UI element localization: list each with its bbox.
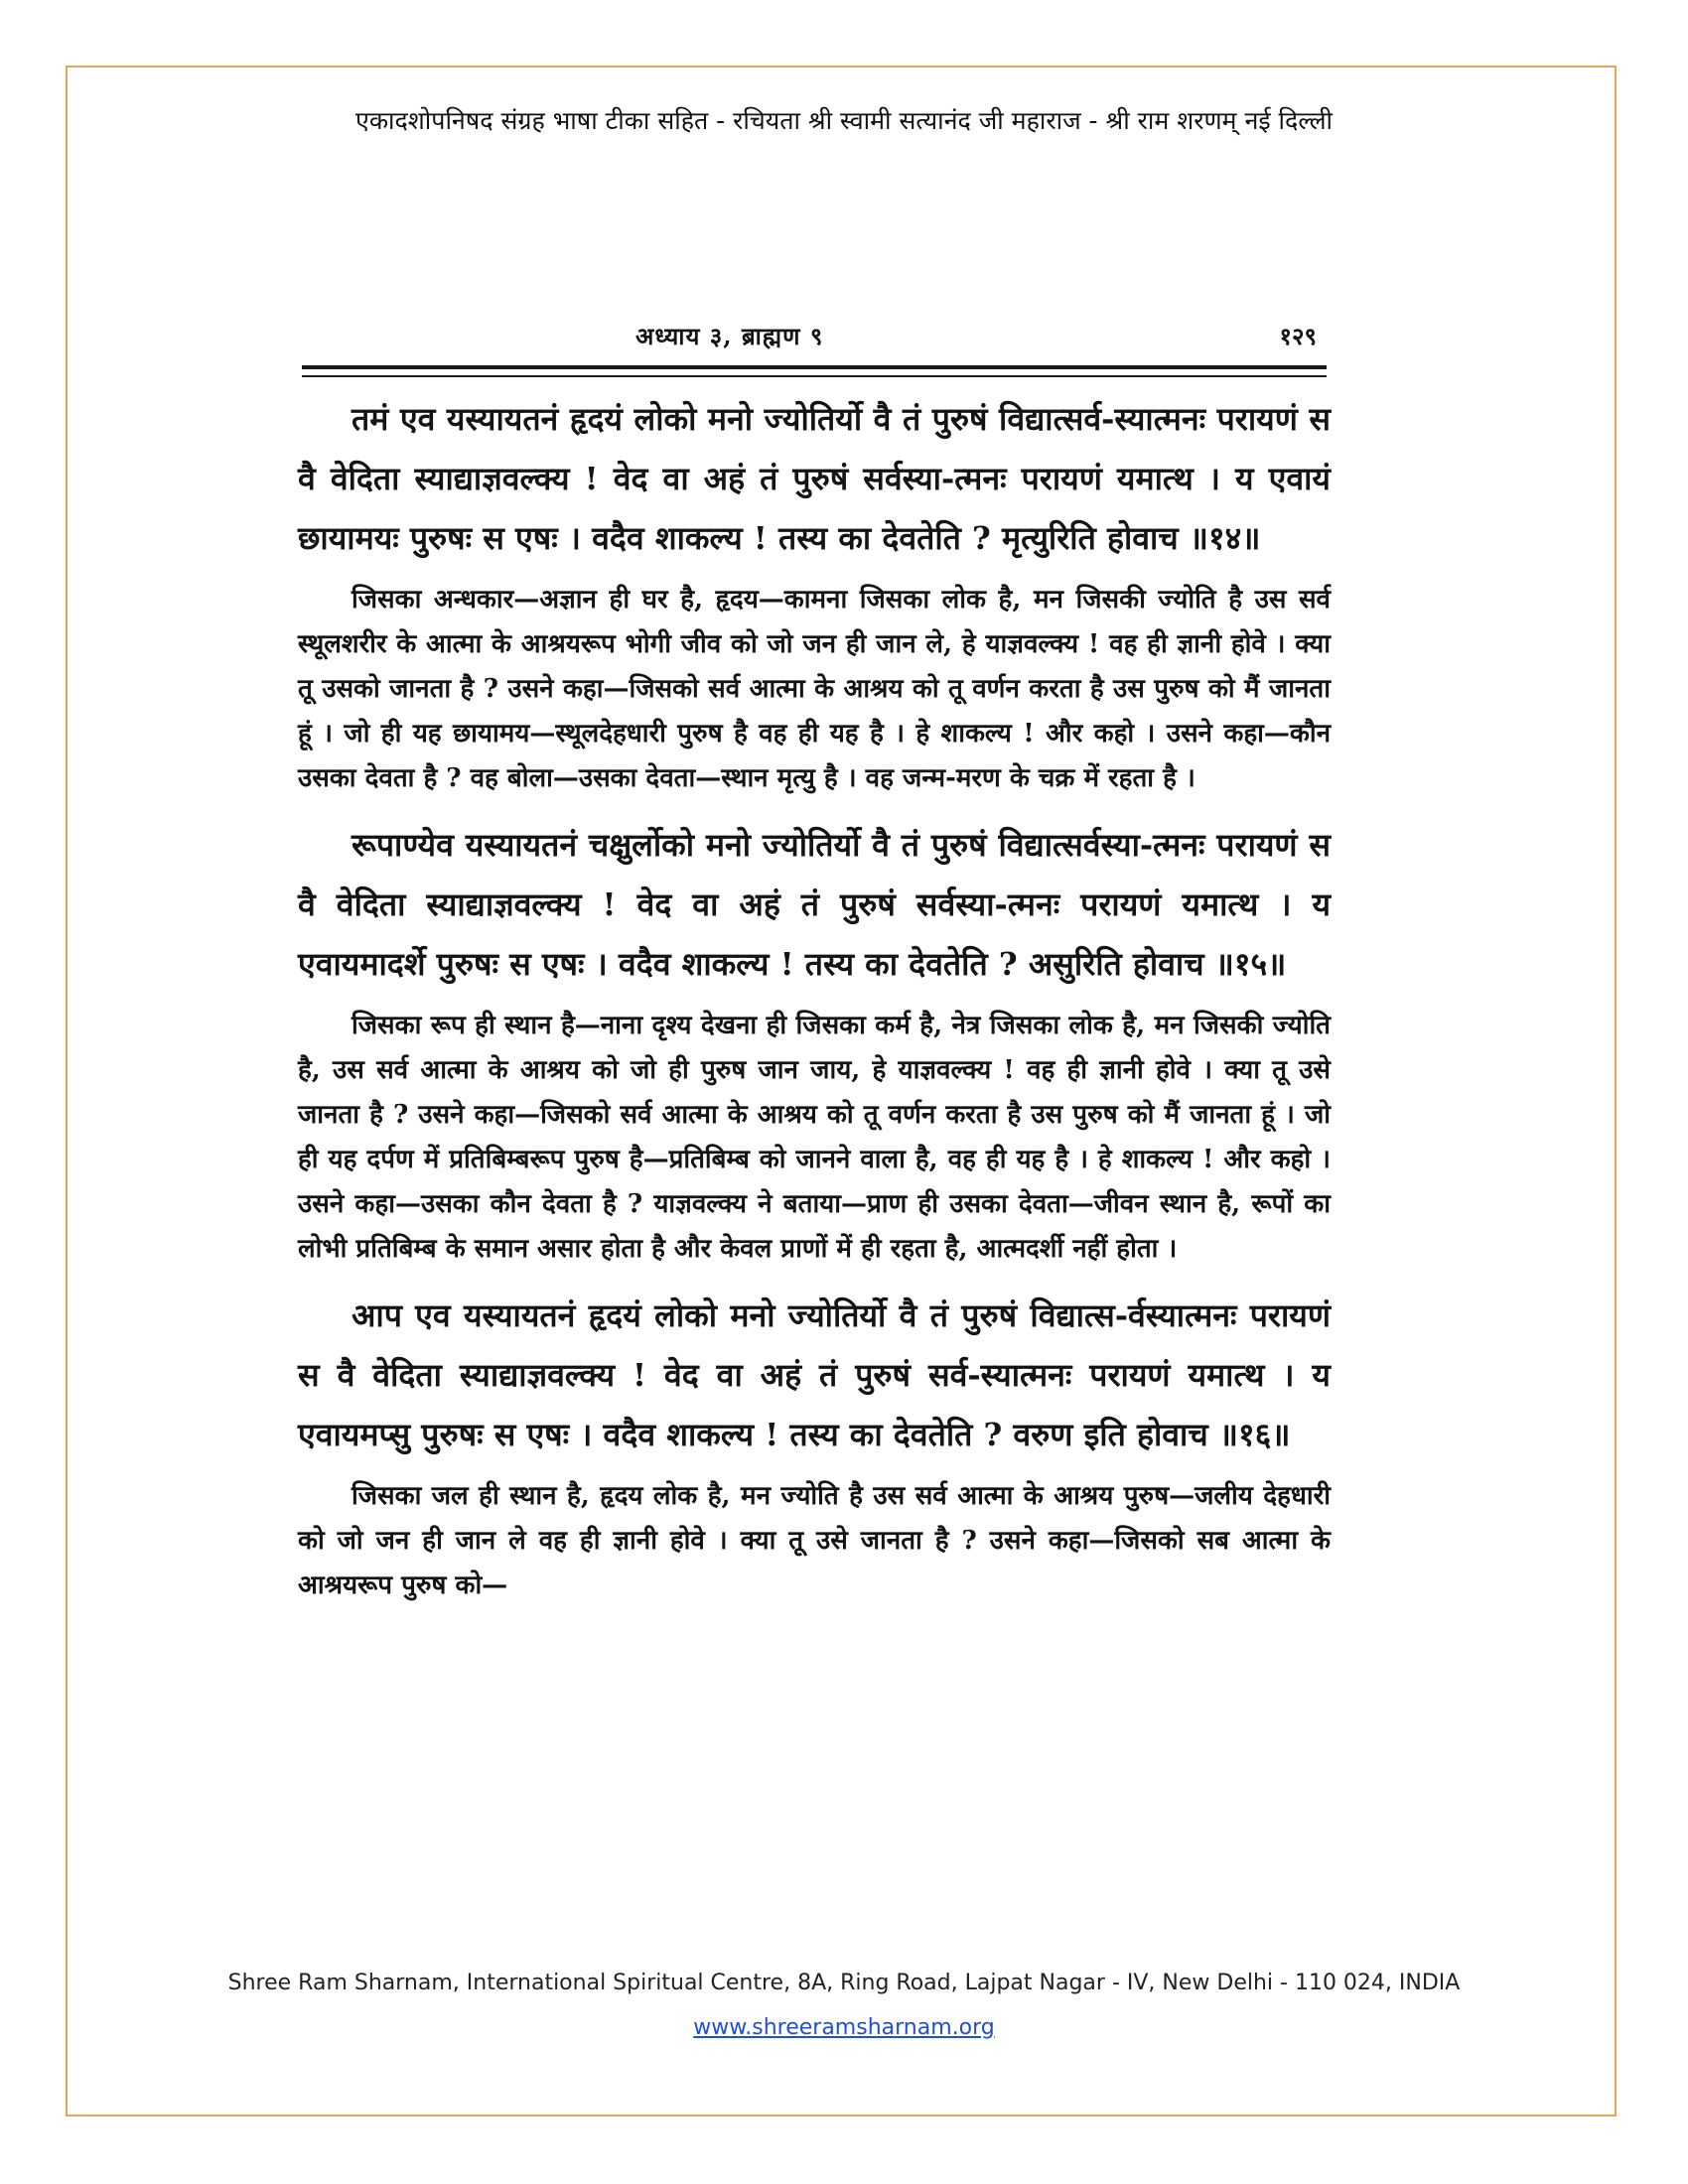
header-rule-thin bbox=[302, 375, 1327, 377]
commentary-14: जिसका अन्धकार—अज्ञान ही घर है, हृदय—कामना जिसका लोक है, मन जिसकी ज्योति है उस सर्व स्थूलशरीर के आत्मा के आश्रयरूप भोगी जीव को जो जन ही जान ले, हे याज्ञवल्क्य ! वह ही ज्ञानी होवे । क्या तू उसको जानता है ? उसने कहा—जिसको सर्व आत्मा के आश्रय को तू वर्णन करता है उस पुरुष को मैं जानता हूं । जो ही यह छायामय—स्थूलदेहधारी पुरुष है वह ही यह है । हे शाकल्य ! और कहो । उसने कहा—कौन उसका देवता है ? वह बोला—उसका देवता—स्थान मृत्यु है । वह जन्म-मरण के चक्र में रहता है । bbox=[298, 585, 1331, 793]
running-head bbox=[298, 320, 1331, 359]
footer-address: Shree Ram Sharnam, International Spiritual Centre, 8A, Ring Road, Lajpat Nagar - IV, New Delhi - 110 024, INDIA bbox=[227, 1971, 1461, 1995]
commentary-16: जिसका जल ही स्थान है, हृदय लोक है, मन ज्योति है उस सर्व आत्मा के आश्रय पुरुष—जलीय देहधारी को जो जन ही जान ले वह ही ज्ञानी होवे । क्या तू उसे जानता है ? उसने कहा—जिसको सब आत्मा के आश्रयरूप पुरुष को— bbox=[298, 1481, 1331, 1600]
commentary-15: जिसका रूप ही स्थान है—नाना दृश्य देखना ही जिसका कर्म है, नेत्र जिसका लोक है, मन जिसकी ज्योति है, उस सर्व आत्मा के आश्रय को जो ही पुरुष जान जाय, हे याज्ञवल्क्य ! वह ही ज्ञानी होवे । क्या तू उसे जानता है ? उसने कहा—जिसको सर्व आत्मा के आश्रय को तू वर्णन करता है उस पुरुष को मैं जानता हूं । जो ही यह दर्पण में प्रतिबिम्बरूप पुरुष है—प्रतिबिम्ब को जानने वाला है, वह ही यह है । हे शाकल्य ! और कहो । उसने कहा—उसका कौन देवता है ? याज्ञवल्क्य ने बताया—प्राण ही उसका देवता—जीवन स्थान है, रूपों का लोभी प्रतिबिम्ब के समान असार होता है और केवल प्राणों में ही रहता है, आत्मदर्शी नहीं होता । bbox=[298, 1011, 1331, 1264]
header-rule-thick bbox=[302, 365, 1327, 369]
chapter-heading: अध्याय ३, ब्राह्मण ९ bbox=[635, 322, 824, 350]
document-header: एकादशोपनिषद संग्रह भाषा टीका सहित - रचियता श्री स्वामी सत्यानंद जी महाराज - श्री राम शरणम् नई दिल्ली bbox=[355, 106, 1333, 135]
page-content bbox=[298, 389, 1331, 1608]
page-number: १२९ bbox=[1279, 322, 1317, 350]
verse-14: तमं एव यस्यायतनं हृदयं लोको मनो ज्योतिर्यो वै तं पुरुषं विद्यात्सर्व-स्यात्मनः परायणं स वै वेदिता स्याद्याज्ञवल्क्य ! वेद वा अहं तं पुरुषं सर्वस्या-त्मनः परायणं यमात्थ । य एवायं छायामयः पुरुषः स एषः । वदैव शाकल्य ! तस्य का देवतेति ? मृत्युरिति होवाच ॥१४॥ bbox=[298, 400, 1331, 557]
scanned-page bbox=[298, 298, 1331, 1946]
website-link[interactable]: www.shreeramsharnam.org bbox=[693, 2015, 995, 2040]
verse-16: आप एव यस्यायतनं हृदयं लोको मनो ज्योतिर्यो वै तं पुरुषं विद्यात्स-र्वस्यात्मनः परायणं स वै वेदिता स्याद्याज्ञवल्क्य ! वेद वा अहं तं पुरुषं सर्व-स्यात्मनः परायणं यमात्थ । य एवायमप्सु पुरुषः स एषः । वदैव शाकल्य ! तस्य का देवतेति ? वरुण इति होवाच ॥१६॥ bbox=[298, 1297, 1331, 1453]
verse-15: रूपाण्येव यस्यायतनं चक्षुर्लोको मनो ज्योतिर्यो वै तं पुरुषं विद्यात्सर्वस्या-त्मनः परायणं स वै वेदिता स्याद्याज्ञवल्क्य ! वेद वा अहं तं पुरुषं सर्वस्या-त्मनः परायणं यमात्थ । य एवायमादर्शे पुरुषः स एषः । वदैव शाकल्य ! तस्य का देवतेति ? असुरिति होवाच ॥१५॥ bbox=[298, 826, 1331, 983]
